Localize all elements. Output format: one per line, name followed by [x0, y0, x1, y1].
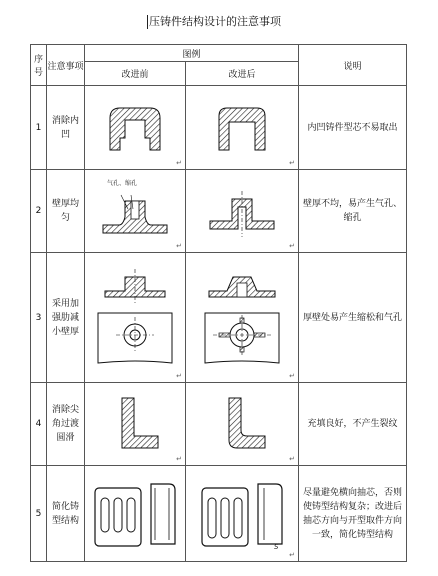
- row-item: 采用加强肋减小壁厚: [47, 253, 85, 383]
- return-mark: ↵: [289, 159, 296, 167]
- ribbed-wall-after-drawing: [197, 263, 287, 373]
- rounded-corner-after-drawing: [207, 392, 277, 456]
- return-mark: ↵: [176, 372, 182, 380]
- row-seq: 5: [31, 466, 47, 562]
- header-figure: 图例: [85, 45, 299, 62]
- row-item: 消除内凹: [47, 86, 85, 170]
- figure-after: [186, 383, 299, 466]
- header-seq: 序号: [31, 45, 47, 86]
- row-notes: 内凹铸件型芯不易取出: [299, 86, 407, 170]
- table-row: [31, 253, 407, 383]
- uniform-wall-after-drawing: [202, 181, 282, 241]
- document-title-text: 压铸件结构设计的注意事项: [149, 15, 281, 28]
- header-notes: 说明: [299, 45, 407, 86]
- return-mark: ↵: [289, 455, 296, 463]
- figure-before: [85, 253, 186, 383]
- figure-label-s: S: [274, 543, 279, 551]
- design-notes-table: [30, 44, 407, 562]
- uneven-wall-before-drawing: [95, 181, 175, 241]
- figure-before: [85, 383, 186, 466]
- return-mark: ↵: [176, 242, 182, 250]
- row-notes: 壁厚不均，易产生气孔、缩孔: [299, 170, 407, 253]
- table-row: [31, 466, 407, 562]
- row-seq: 1: [31, 86, 47, 170]
- header-after: 改进后: [186, 62, 299, 86]
- side-core-before-drawing: [87, 474, 183, 554]
- figure-before: [85, 466, 186, 562]
- row-notes: 厚壁处易产生缩松和气孔: [299, 253, 407, 383]
- sharp-corner-before-drawing: [100, 392, 170, 456]
- figure-after: [186, 86, 299, 170]
- document-title: [147, 13, 307, 31]
- figure-after: [186, 253, 299, 383]
- row-seq: 2: [31, 170, 47, 253]
- inner-cavity-before-drawing: [100, 98, 170, 158]
- row-item: 壁厚均匀: [47, 170, 85, 253]
- figure-after: [186, 466, 299, 562]
- table-row: [31, 383, 407, 466]
- return-mark: ↵: [289, 242, 296, 250]
- row-item: 简化铸型结构: [47, 466, 85, 562]
- return-mark: ↵: [176, 455, 182, 463]
- table-row: [31, 170, 407, 253]
- simplified-mold-after-drawing: [194, 474, 290, 554]
- inner-cavity-after-drawing: [207, 98, 277, 158]
- figure-before: [85, 170, 186, 253]
- row-item: 消除尖角过渡圆滑: [47, 383, 85, 466]
- text-cursor: [147, 15, 148, 29]
- header-before: 改进前: [85, 62, 186, 86]
- return-mark: ↵: [176, 159, 182, 167]
- thick-wall-before-drawing: [90, 263, 180, 373]
- return-mark: ↵: [289, 372, 296, 380]
- row-notes: 充填良好，不产生裂纹: [299, 383, 407, 466]
- return-mark: ↵: [289, 551, 296, 559]
- figure-before: [85, 86, 186, 170]
- row-seq: 4: [31, 383, 47, 466]
- header-item: 注意事项: [47, 45, 85, 86]
- row-notes: 尽量避免横向抽芯，否则使铸型结构复杂；改进后抽芯方向与开型取件方向一致，简化铸型结构: [299, 466, 407, 562]
- row-seq: 3: [31, 253, 47, 383]
- figure-after: [186, 170, 299, 253]
- table-row: [31, 86, 407, 170]
- porosity-callout: 气孔、缩孔: [107, 180, 138, 187]
